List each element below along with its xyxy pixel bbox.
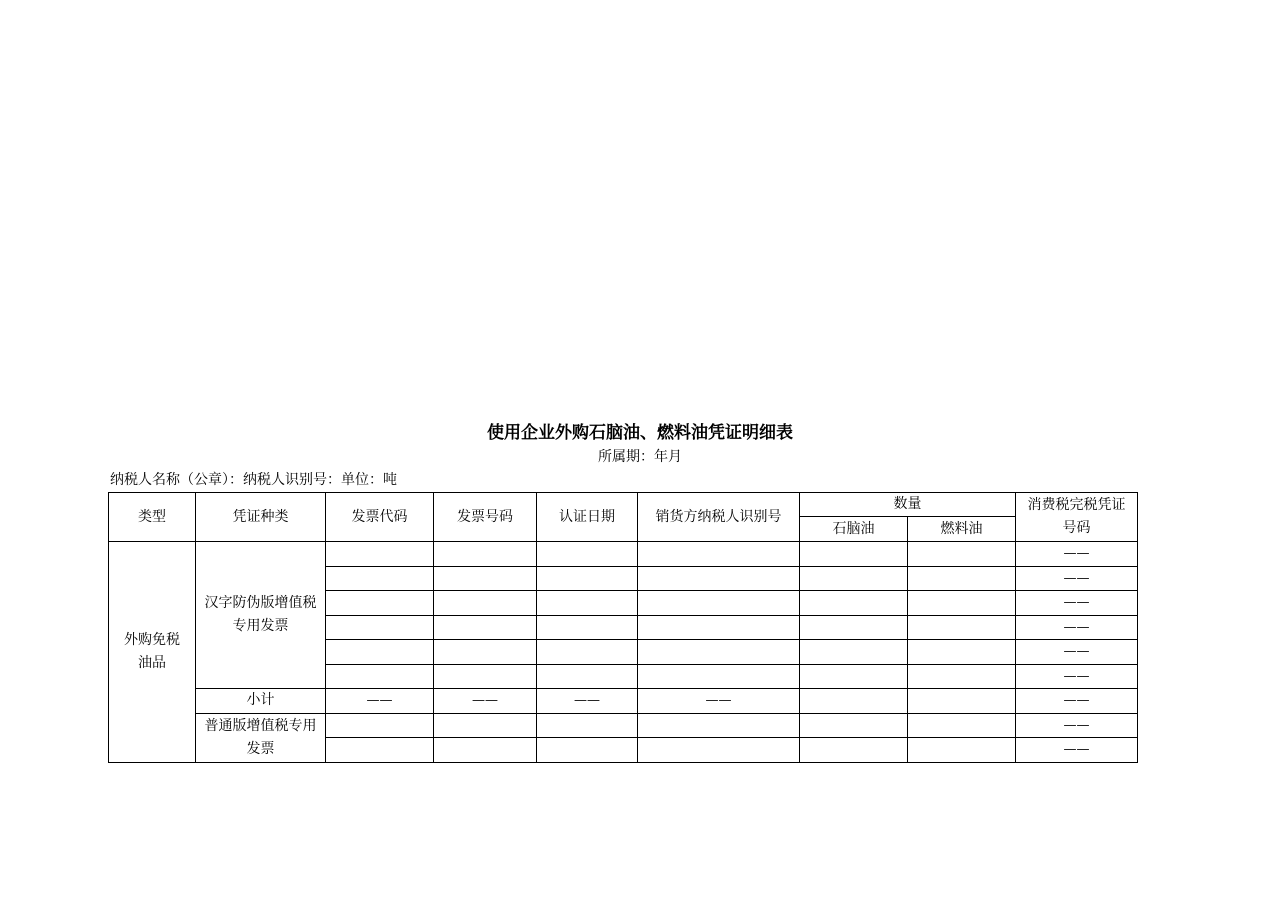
voucher-ordinary-cell: 普通版增值税专用发票 [196, 713, 326, 762]
dash-cell: —— [326, 689, 434, 714]
document-title: 使用企业外购石脑油、燃料油凭证明细表 [487, 423, 793, 443]
header-fuel-oil: 燃料油 [908, 517, 1016, 542]
dash-cell: —— [1016, 542, 1138, 567]
dash-cell: —— [1016, 738, 1138, 763]
subtotal-row [109, 689, 1138, 714]
dash-cell: —— [434, 689, 537, 714]
dash-cell: —— [537, 689, 638, 714]
dash-cell: —— [1016, 615, 1138, 640]
header-tax-voucher-no: 消费税完税凭证号码 [1016, 493, 1138, 542]
period-line: 所属期：年月 [598, 449, 682, 465]
header-naphtha: 石脑油 [800, 517, 908, 542]
taxpayer-meta-line: 纳税人名称（公章）：纳税人识别号：单位：吨 [110, 472, 397, 488]
header-invoice-number: 发票号码 [434, 493, 537, 542]
dash-cell: —— [1016, 713, 1138, 738]
dash-cell: —— [1016, 640, 1138, 665]
header-invoice-code: 发票代码 [326, 493, 434, 542]
header-quantity: 数量 [800, 493, 1016, 517]
dash-cell: —— [1016, 591, 1138, 616]
type-cell: 外购免税油品 [109, 542, 196, 763]
dash-cell: —— [1016, 689, 1138, 714]
subtotal-label: 小计 [196, 689, 326, 714]
table-row [109, 713, 1138, 738]
voucher-detail-table [108, 492, 1138, 763]
dash-cell: —— [638, 689, 800, 714]
voucher-antifake-cell: 汉字防伪版增值税专用发票 [196, 542, 326, 689]
header-voucher-kind: 凭证种类 [196, 493, 326, 542]
dash-cell: —— [1016, 664, 1138, 689]
table-row [109, 542, 1138, 567]
dash-cell: —— [1016, 566, 1138, 591]
header-cert-date: 认证日期 [537, 493, 638, 542]
header-type: 类型 [109, 493, 196, 542]
header-seller-id: 销货方纳税人识别号 [638, 493, 800, 542]
